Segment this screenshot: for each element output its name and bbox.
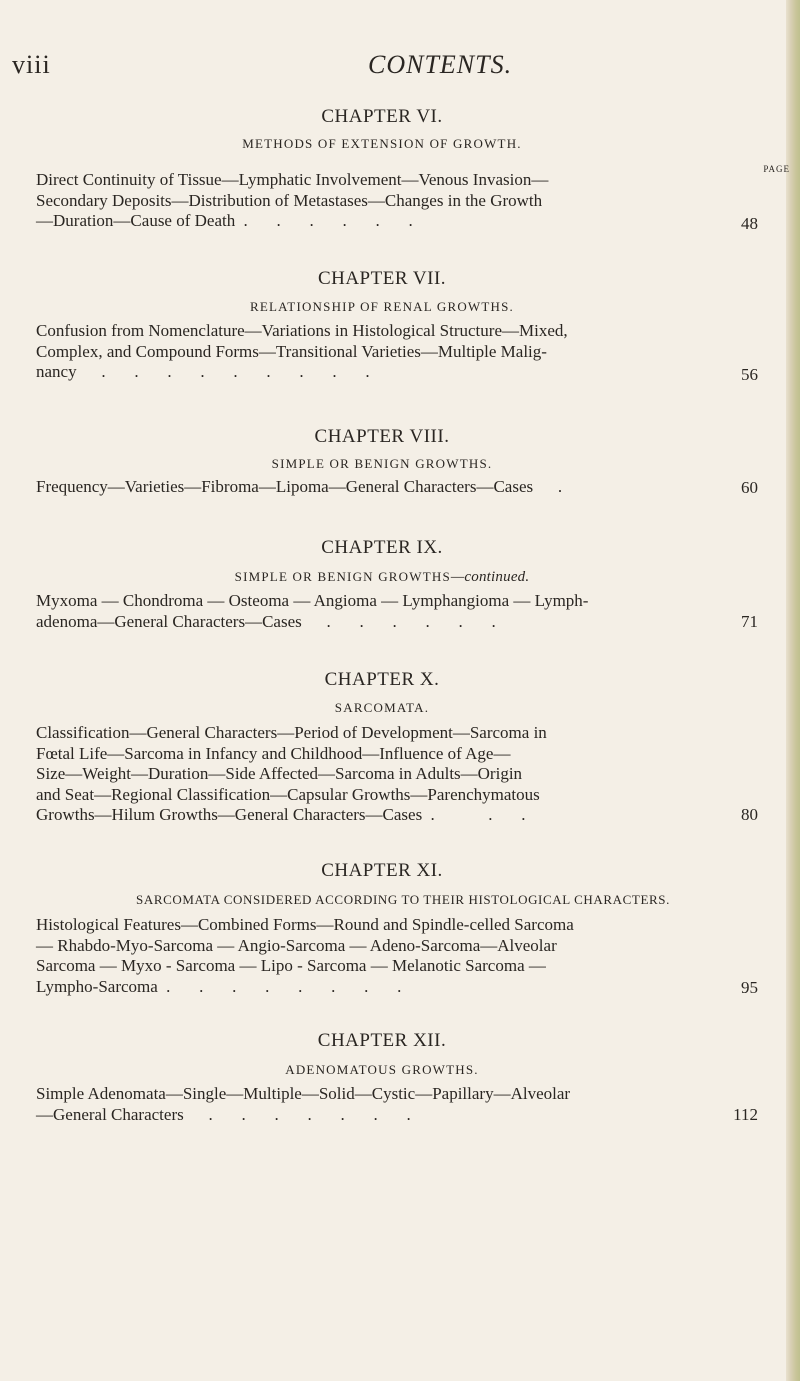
chapter-title: CHAPTER VI. (321, 106, 443, 127)
chapter-subtitle: SIMPLE OR BENIGN GROWTHS. (271, 456, 493, 471)
summary-line-last: Growths—Hilum Growths—General Characters—Cases . . . (36, 805, 530, 824)
page-edge (786, 0, 800, 1381)
chapter-title: CHAPTER VIII. (314, 426, 450, 447)
chapter-subtitle: ADENOMATOUS GROWTHS. (285, 1062, 479, 1077)
page-ref: 71 (741, 612, 758, 631)
chapter-title: CHAPTER XII. (317, 1030, 447, 1051)
page-ref: 112 (733, 1105, 758, 1124)
page-ref: 95 (741, 978, 758, 997)
chapter-summary (36, 170, 700, 232)
summary-line: Confusion from Nomenclature—Variations in Histological Structure—Mixed, (36, 321, 568, 340)
summary-line: Direct Continuity of Tissue—Lymphatic Involvement—Venous Invasion— (36, 170, 549, 189)
chapter-summary (36, 915, 700, 997)
summary-line-last: —General Characters . . . . . . . (36, 1104, 415, 1124)
chapter-summary (36, 723, 700, 826)
page-number: viii (12, 50, 51, 79)
chapter-subtitle: SARCOMATA CONSIDERED ACCORDING TO THEIR HISTOLOGICAL CHARACTERS. (136, 892, 670, 907)
summary-line-last: Lympho-Sarcoma . . . . . . . . (36, 976, 406, 996)
chapter-subtitle: RELATIONSHIP OF RENAL GROWTHS. (250, 299, 514, 314)
summary-line-last: Frequency—Varieties—Fibroma—Lipoma—General Characters—Cases . (36, 477, 567, 496)
chapter-title: CHAPTER X. (324, 669, 440, 690)
chapter-title: CHAPTER XI. (321, 860, 443, 881)
chapter-summary (36, 1084, 700, 1125)
summary-line: Fœtal Life—Sarcoma in Infancy and Childhood—Influence of Age— (36, 743, 511, 763)
page-ref: 56 (741, 365, 758, 384)
summary-line: Size—Weight—Duration—Side Affected—Sarcoma in Adults—Origin (36, 764, 523, 783)
summary-line-last: adenoma—General Characters—Cases . . . . . . (36, 611, 500, 631)
running-head (0, 50, 800, 80)
summary-line-last: —Duration—Cause of Death . . . . . . (36, 211, 417, 230)
page-column-label: PAGE (763, 164, 790, 174)
summary-line: Complex, and Compound Forms—Transitional Varieties—Multiple Malig- (36, 341, 547, 361)
page-ref: 48 (741, 214, 758, 233)
summary-line: Myxoma — Chondroma — Osteoma — Angioma — Lymphangioma — Lymph- (36, 591, 589, 610)
chapter-summary (36, 321, 700, 383)
summary-line: Sarcoma — Myxo - Sarcoma — Lipo - Sarcoma — Melanotic Sarcoma — (36, 956, 546, 975)
page-ref: 80 (741, 805, 758, 824)
summary-line: Classification—General Characters—Period of Development—Sarcoma in (36, 723, 547, 742)
summary-line: Histological Features—Combined Forms—Round and Spindle-celled Sarcoma (36, 915, 574, 934)
summary-line-last: nancy . . . . . . . . . (36, 362, 374, 381)
summary-line: and Seat—Regional Classification—Capsular Growths—Parenchymatous (36, 784, 540, 804)
summary-line: — Rhabdo-Myo-Sarcoma — Angio-Sarcoma — Adeno-Sarcoma—Alveolar (36, 935, 557, 955)
page-ref: 60 (741, 478, 758, 497)
summary-line: Secondary Deposits—Distribution of Metastases—Changes in the Growth (36, 190, 543, 210)
chapter-title: CHAPTER VII. (317, 268, 447, 289)
chapter-summary (36, 477, 730, 498)
summary-line: Simple Adenomata—Single—Multiple—Solid—Cystic—Papillary—Alveolar (36, 1084, 571, 1103)
chapter-title: CHAPTER IX. (321, 537, 443, 558)
chapter-subtitle: METHODS OF EXTENSION OF GROWTH. (242, 136, 522, 151)
chapter-summary (36, 591, 700, 632)
chapter-subtitle: SARCOMATA. (334, 700, 430, 715)
running-title: CONTENTS. (368, 50, 513, 79)
chapter-subtitle: SIMPLE OR BENIGN GROWTHS—continued. (234, 569, 530, 585)
